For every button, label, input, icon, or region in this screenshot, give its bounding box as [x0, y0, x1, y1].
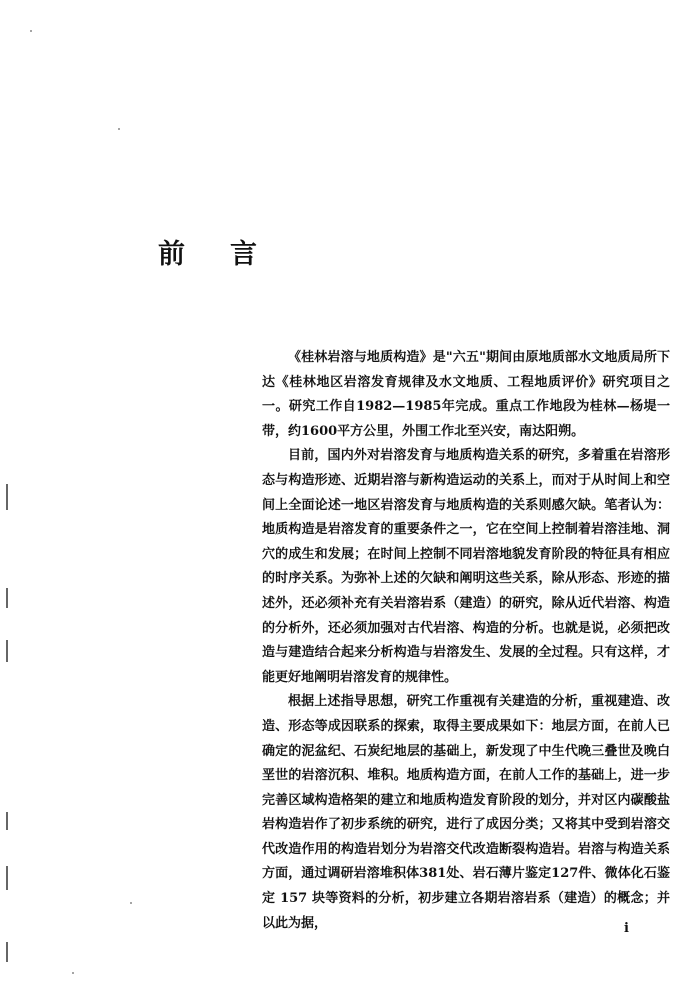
scan-mark	[6, 812, 8, 830]
scan-mark	[6, 640, 8, 662]
page-title	[158, 232, 278, 272]
scan-dot	[118, 128, 120, 130]
body-text	[262, 346, 670, 936]
scan-mark	[6, 866, 8, 890]
paragraph-1: 《桂林岩溶与地质构造》是"六五"期间由原地质部水文地质局所下达《桂林地区岩溶发育规律及水文地质、工程地质评价》研究项目之一。研究工作自1982—1985年完成。重点工作地段为桂林—杨堤一带，约1600平方公里，外围工作北至兴安，南达阳朔。	[262, 350, 670, 439]
title-char-2: 言	[230, 239, 257, 270]
page-number: i	[624, 921, 629, 936]
scan-mark	[6, 484, 8, 510]
scan-mark	[6, 942, 8, 962]
scan-dot	[72, 972, 74, 974]
paragraph-3: 根据上述指导思想，研究工作重视有关建造的分析，重视建造、改造、形态等成因联系的探索，取得主要成果如下：地层方面，在前人已确定的泥盆纪、石炭纪地层的基础上，新发现了中生代晚三叠世及晚白垩世的岩溶沉积、堆积。地质构造方面，在前人工作的基础上，进一步完善区域构造格架的建立和地质构造发育阶段的划分，并对区内碳酸盐岩构造岩作了初步系统的研究，进行了成因分类；又将其中受到岩溶交代改造作用的构造岩划分为岩溶交代改造断裂构造岩。岩溶与构造关系方面，通过调研岩溶堆积体381处、岩石薄片鉴定127件、微体化石鉴定 157 块等资料的分析，初步建立各期岩溶岩系（建造）的概念；并以此为据，	[262, 694, 670, 931]
title-char-1: 前	[158, 239, 185, 270]
scan-dot	[30, 30, 32, 32]
paragraph-2: 目前，国内外对岩溶发育与地质构造关系的研究，多着重在岩溶形态与构造形迹、近期岩溶与新构造运动的关系上，而对于从时间上和空间上全面论述一地区岩溶发育与地质构造的关系则感欠缺。笔者认为：地质构造是岩溶发育的重要条件之一，它在空间上控制着岩溶洼地、洞穴的成生和发展；在时间上控制不同岩溶地貌发育阶段的特征具有相应的时序关系。为弥补上述的欠缺和阐明这些关系，除从形态、形迹的描述外，还必须补充有关岩溶岩系（建造）的研究，除从近代岩溶、构造的分析外，还必须加强对古代岩溶、构造的分析。也就是说，必须把改造与建造结合起来分析构造与岩溶发生、发展的全过程。只有这样，才能更好地阐明岩溶发育的规律性。	[262, 448, 670, 685]
scan-dot	[130, 902, 132, 904]
scan-mark	[6, 588, 8, 608]
